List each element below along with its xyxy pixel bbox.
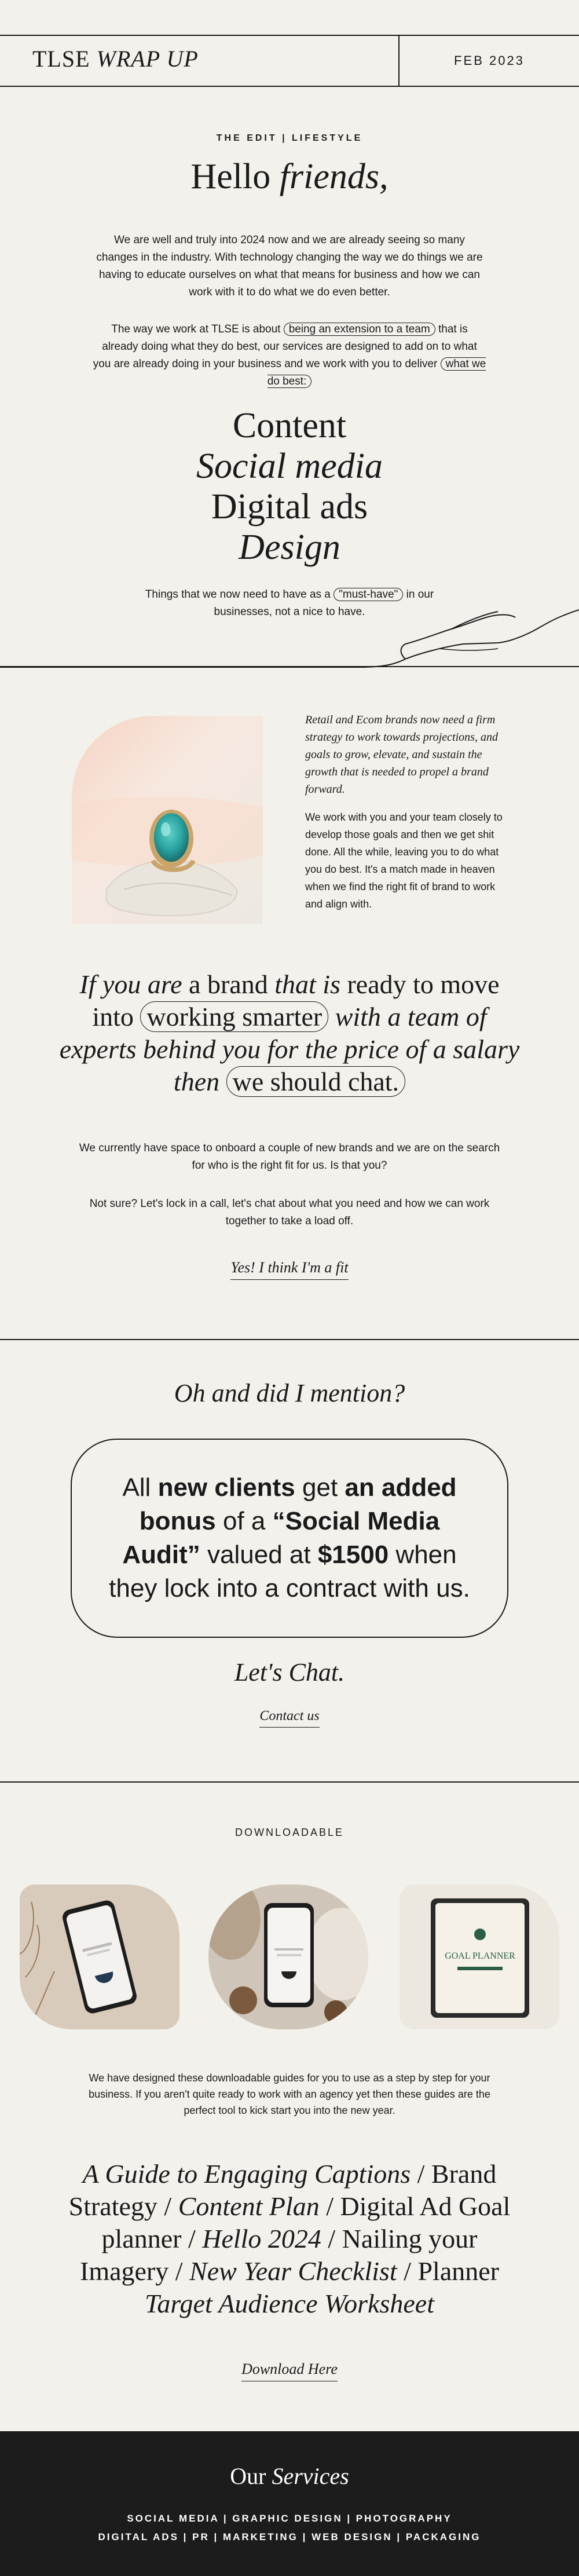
intro-paragraph-1: We are well and truly into 2024 now and we are already seeing so many changes in the industry. With technology changing the way we do things we are having to educate ourselves on what that means for business and how we can work with it to do what we do even better. <box>96 234 483 298</box>
footer-title: Our Services <box>230 2463 349 2489</box>
footer-services-line-1: SOCIAL MEDIA | GRAPHIC DESIGN | PHOTOGRAPHY <box>127 2513 452 2524</box>
working-smarter-pill: working smarter <box>140 1001 328 1032</box>
footer <box>0 2431 579 2576</box>
chat-heading: Let's Chat. <box>234 1658 345 1686</box>
intro-paragraph-2: The way we work at TLSE is about being an extension to a team that is already doing what they do best, our services are designed to add on to what you are already doing in your business and we work with you to deliver what we do best: <box>93 323 486 387</box>
newsletter-title: TLSE WRAP UP <box>32 46 199 72</box>
extension-pill: being an extension to a team <box>284 323 435 336</box>
guide-new-year-checklist[interactable]: New Year Checklist <box>189 2256 397 2286</box>
hand-line-art <box>0 591 579 672</box>
promo-copy <box>305 711 508 913</box>
guide-digital-ad-goal[interactable]: Digital Ad Goal planner <box>101 2191 511 2253</box>
pitch-quote: If you are a brand that is ready to move into working smarter with a team of experts behind you for the price of a salary then we should chat. <box>59 969 520 1096</box>
intro-heading: Hello friends, <box>190 157 389 196</box>
section-rule <box>0 666 579 667</box>
offer-heading: Oh and did I mention? <box>174 1379 405 1407</box>
tablet-mockup-image <box>400 1885 559 2029</box>
download-card-content-plan[interactable] <box>208 1885 368 2029</box>
services-list <box>0 405 579 568</box>
guide-hello-2024[interactable]: Hello 2024 <box>202 2224 321 2253</box>
phone-mockup-image-2 <box>208 1885 368 2029</box>
download-card-captions[interactable] <box>20 1885 179 2029</box>
section-rule-2 <box>0 1339 579 1340</box>
contact-us-link[interactable]: Contact us <box>259 1708 319 1728</box>
guide-imagery[interactable]: Nailing your Imagery <box>80 2224 478 2286</box>
ring-product-photo <box>72 716 263 924</box>
promo-paragraph: We work with you and your team closely to develop those goals and then we get shit done. All the while, leaving you to do what you do best. It's a match made in heaven when we find the right fit of brand to work and align with. <box>305 811 503 910</box>
section-rule-3 <box>0 1781 579 1783</box>
best-pill: what we do best: <box>267 358 486 387</box>
onboard-paragraph-1: We currently have space to onboard a couple of new brands and we are on the search for who is the right fit for us. Is that you? <box>79 1142 500 1172</box>
service-digital-ads: Digital ads <box>211 487 368 526</box>
service-social-media: Social media <box>196 447 383 486</box>
header <box>0 0 579 87</box>
download-here-link[interactable]: Download Here <box>241 2361 338 2381</box>
offer-text: All new clients get an added bonus of a “Social Media Audit” valued at $1500 when they lock into a contract with us. <box>109 1473 470 1602</box>
footer-services-line-2: DIGITAL ADS | PR | MARKETING | WEB DESIGN | PACKAGING <box>98 2531 481 2542</box>
guide-captions[interactable]: A Guide to Engaging Captions <box>82 2159 411 2189</box>
fit-cta-link[interactable]: Yes! I think I'm a fit <box>230 1259 348 1280</box>
downloads-paragraph: We have designed these downloadable guides for you to use as a step by step for your business. If you aren't quite ready to work with an agency yet then these guides are the perfect tool to kick start you into the new year. <box>89 2072 490 2116</box>
promo-italic-paragraph: Retail and Ecom brands now need a firm strategy to work towards projections, and goals to grow, elevate, and sustain the growth that is needed to propel a brand forward. <box>305 713 498 796</box>
guide-content-plan[interactable]: Content Plan <box>178 2191 320 2221</box>
downloads-kicker: DOWNLOADABLE <box>234 1827 345 1838</box>
offer-box <box>71 1439 508 1638</box>
service-content: Content <box>232 406 347 445</box>
download-card-goal-planner[interactable] <box>400 1885 559 2029</box>
goal-planner-label: GOAL PLANNER <box>445 1951 515 1961</box>
guide-brand-strategy[interactable]: Brand Strategy <box>68 2159 497 2221</box>
must-have-pill: "must-have" <box>334 588 403 601</box>
issue-date: FEB 2023 <box>454 53 525 68</box>
onboard-paragraph-2: Not sure? Let's lock in a call, let's chat about what you need and how we can work together to take a load off. <box>89 1198 490 1227</box>
ring-on-stone-image <box>72 716 263 924</box>
must-have-text: Things that we now need to have as a "must-have" in our businesses, not a nice to have. <box>145 588 434 618</box>
should-chat-pill: we should chat. <box>226 1066 405 1097</box>
phone-mockup-image <box>20 1885 179 2029</box>
guide-planner[interactable]: Planner <box>417 2256 499 2286</box>
service-design: Design <box>239 528 340 567</box>
guides-list: A Guide to Engaging Captions / Brand Strategy / Content Plan / Digital Ad Goal planner / Hello 2024 / Nailing your Imagery / New Year Checklist / Planner Target Audience Worksheet <box>68 2159 511 2318</box>
guide-target-audience[interactable]: Target Audience Worksheet <box>145 2289 434 2318</box>
section-kicker: THE EDIT | LIFESTYLE <box>216 133 363 143</box>
